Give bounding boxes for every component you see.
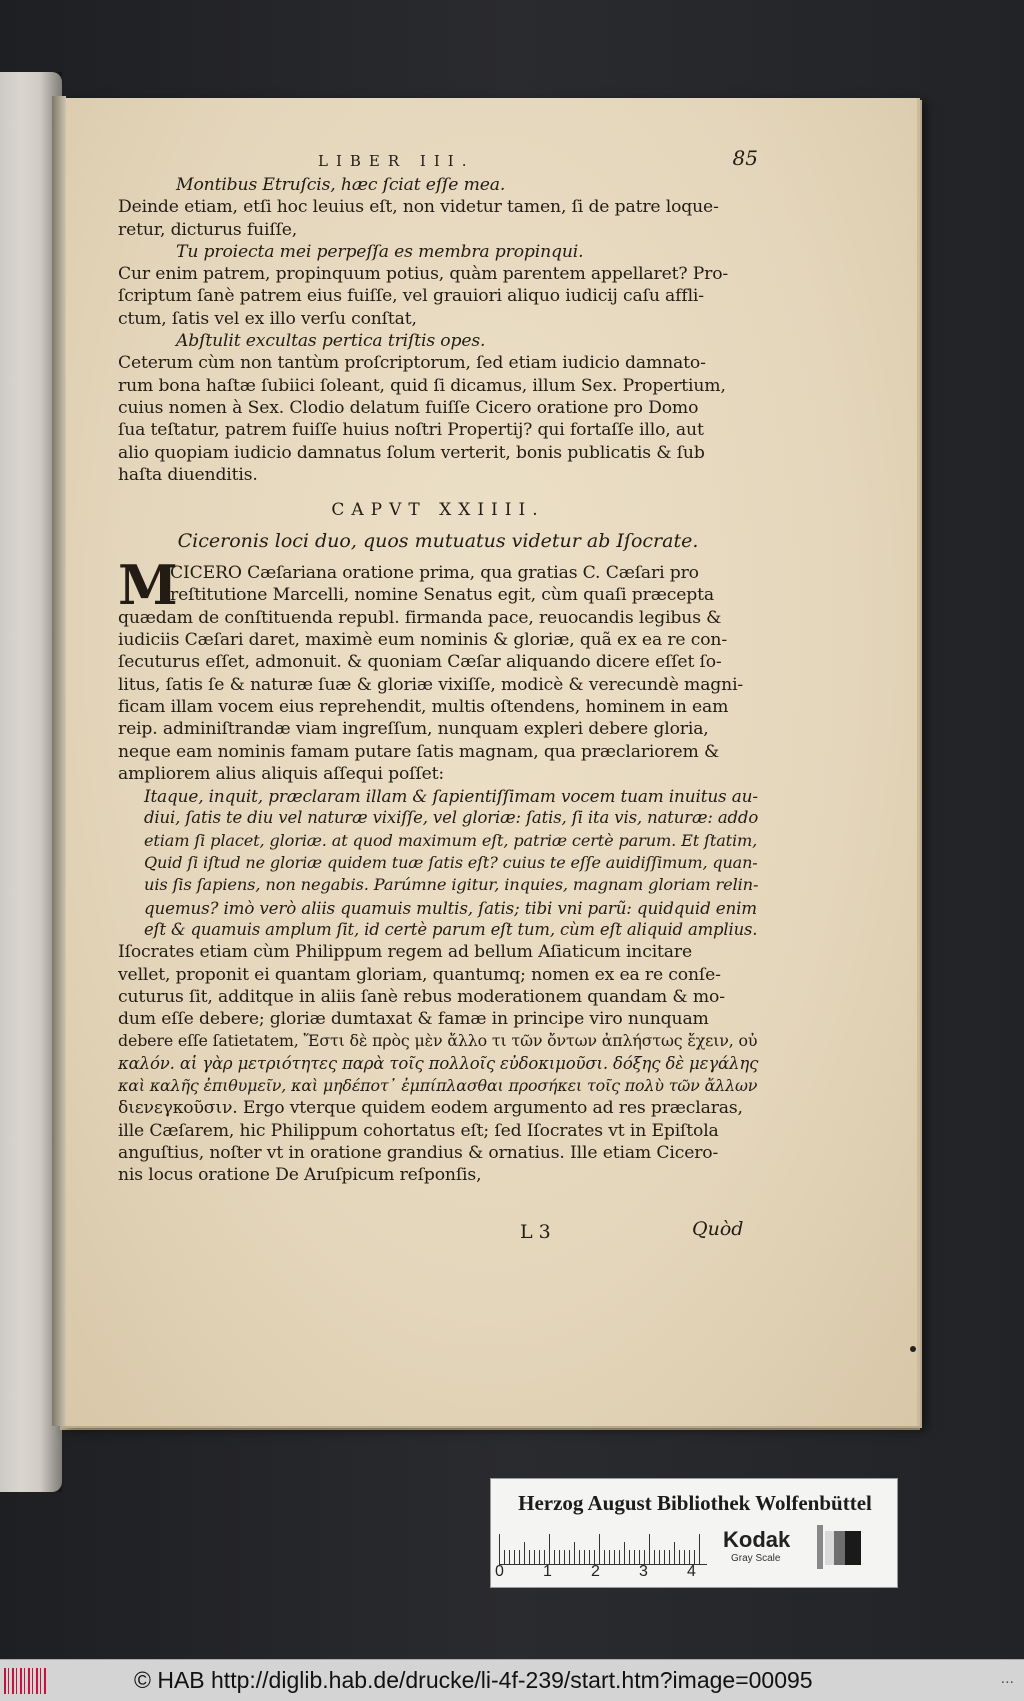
ruler-tick xyxy=(634,1550,635,1564)
ruler-tick xyxy=(564,1550,565,1564)
text-line: quemus? imò verò aliis quamuis multis, ſatis; tibi vni parũ: quidquid enim xyxy=(144,897,757,918)
text-line: retur, dicturus fuiſſe, xyxy=(118,219,298,240)
running-title: LIBER III. xyxy=(318,152,475,170)
ruler-tick xyxy=(539,1550,540,1564)
ruler-tick xyxy=(569,1550,570,1564)
gray-scale-label: Gray Scale xyxy=(731,1553,781,1564)
text-line: haſta diuenditis. xyxy=(118,464,258,485)
text-line: Itaque, inquit, præclaram illam & ſapientiſſimam vocem tuam inuitus au- xyxy=(144,786,758,807)
ruler-tick xyxy=(659,1550,660,1564)
ruler-tick xyxy=(654,1550,655,1564)
text-block-b xyxy=(118,607,758,1187)
text-line: quædam de conſtituenda republ. firmanda pace, reuocandis legibus & xyxy=(118,607,722,628)
text-line: ampliorem alius aliquis aſſequi poſſet: xyxy=(118,763,444,784)
ruler-tick xyxy=(614,1550,615,1564)
text-line: Iſocrates etiam cùm Philippum regem ad bellum Aſiaticum incitare xyxy=(118,942,692,963)
text-line: καὶ καλῆς ἐπιθυμεῖν, καὶ μηδέποτ᾽ ἐμπίπλασθαι προσήκει τοῖς πολὺ τῶν ἄλλων xyxy=(118,1075,758,1095)
text-line: διενεγκοῦσιν. Ergo vterque quidem eodem argumento ad res præclaras, xyxy=(118,1098,743,1119)
text-block-a xyxy=(118,174,758,486)
ruler-tick xyxy=(514,1550,515,1564)
ruler-tick xyxy=(529,1550,530,1564)
page-text xyxy=(118,146,759,1186)
text-line: reip. adminiſtrandæ viam ingreſſum, nunquam expleri debere gloria, xyxy=(118,719,709,740)
text-line: Cur enim patrem, propinquum potius, quàm parentem appellaret? Pro- xyxy=(118,264,729,285)
ruler-tick xyxy=(574,1542,575,1564)
text-line: litus, ſatis ſe & naturæ ſuæ & gloriæ vixiſſe, modicè & verecundè magni- xyxy=(118,674,744,695)
ink-spot xyxy=(910,1346,916,1352)
catchword: Quòd xyxy=(692,1218,744,1240)
ruler-tick xyxy=(599,1534,600,1564)
kodak-brand: Kodak xyxy=(723,1527,791,1552)
ruler-tick xyxy=(664,1550,665,1564)
text-line: anguſtius, noſter vt in oratione grandius & ornatius. Ille etiam Cicero- xyxy=(118,1142,719,1163)
text-line: cuturus ſit, additque in aliis ſanè rebus moderationem quandam & mo- xyxy=(118,986,725,1007)
ruler-tick xyxy=(674,1542,675,1564)
ruler-tick xyxy=(584,1550,585,1564)
text-line: etiam ſi placet, gloriæ. at quod maximum eſt, patriæ certè parum. Et ſtatim, xyxy=(144,830,758,850)
text-line: ctum, ſatis vel ex illo verſu conſtat, xyxy=(118,308,417,329)
ruler-tick xyxy=(504,1550,505,1564)
text-line: iudiciis Cæſari daret, maximè eum nominis & gloriæ, quã ex ea re con- xyxy=(118,630,728,651)
ruler-number: 4 xyxy=(687,1563,696,1580)
ruler-tick xyxy=(699,1534,700,1564)
ruler-tick xyxy=(534,1550,535,1564)
first-lines xyxy=(118,562,758,607)
ruler-tick xyxy=(624,1542,625,1564)
ruler-tick xyxy=(689,1550,690,1564)
text-line: dum eſſe debere; gloriæ dumtaxat & famæ in principe viro nunquam xyxy=(118,1009,709,1030)
text-line: uis ſis ſapiens, non negabis. Parúmne igitur, inquies, magnam gloriam relin- xyxy=(144,875,759,895)
ruler xyxy=(499,1527,707,1565)
ruler-tick xyxy=(629,1550,630,1564)
text-line: Ceterum cùm non tantùm proſcriptorum, ſed etiam iudicio damnato- xyxy=(118,353,706,374)
ruler-number: 2 xyxy=(591,1563,600,1580)
text-line: Quid ſi iſtud ne gloriæ quidem tuæ ſatis eſt? cuius te eſſe auidiſſimum, quan- xyxy=(144,853,758,873)
ruler-tick xyxy=(499,1534,500,1564)
chapter-heading: CAPVT XXIIII. xyxy=(331,500,545,521)
text-line: debere eſſe ſatietatem, Ἔστι δὲ πρὸς μὲν ἄλλο τι τῶν ὄντων ἀπλήστως ἔχειν, οὐ xyxy=(118,1031,758,1051)
text-line: vellet, proponit ei quantam gloriam, quantumq; nomen ex ea re conſe- xyxy=(118,964,721,985)
text-line: Deinde etiam, etſi hoc leuius eſt, non videtur tamen, ſi de patre loque- xyxy=(118,197,719,218)
drop-cap: M xyxy=(118,553,178,618)
ruler-tick xyxy=(589,1550,590,1564)
ruler-number: 0 xyxy=(495,1563,504,1580)
ruler-tick xyxy=(594,1550,595,1564)
text-line: reſtitutione Marcelli, nomine Senatus egit, cùm quaſi præcepta xyxy=(170,585,714,606)
ruler-tick xyxy=(519,1550,520,1564)
ruler-tick xyxy=(669,1550,670,1564)
text-line: nis locus oratione De Aruſpicum reſponſis, xyxy=(118,1165,482,1186)
text-line: καλόν. αἱ γὰρ μετριότητες παρὰ τοῖς πολλοῖς εὐδοκιμοῦσι. δόξης δὲ μεγάλης xyxy=(118,1053,759,1073)
footer-bar xyxy=(0,1659,1024,1701)
text-line: CICERO Cæſariana oratione prima, qua gratias C. Cæſari pro xyxy=(170,563,699,584)
text-line: ficam illam vocem eius reprehendit, multis oſtendens, hominem in eam xyxy=(118,696,729,717)
text-line: ſecuturus eſſet, admonuit. & quoniam Cæſar aliquando dicere eſſet ſo- xyxy=(118,652,722,673)
ruler-tick xyxy=(644,1550,645,1564)
ruler-tick xyxy=(544,1550,545,1564)
text-line: cuius nomen à Sex. Clodio delatum fuiſſe Cicero oratione pro Domo xyxy=(118,397,699,418)
page-number: 85 xyxy=(732,146,758,170)
ruler-tick xyxy=(604,1550,605,1564)
library-label xyxy=(490,1478,898,1588)
ruler-tick xyxy=(579,1550,580,1564)
ruler-tick xyxy=(559,1550,560,1564)
ruler-tick xyxy=(549,1534,550,1564)
text-line: alio quopiam iudicio damnatus ſolum verterit, bonis publicatis & ſub xyxy=(118,442,705,463)
library-name: Herzog August Bibliothek Wolfenbüttel xyxy=(518,1491,872,1515)
ruler-tick xyxy=(619,1550,620,1564)
ruler-number: 3 xyxy=(639,1563,648,1580)
ruler-number: 1 xyxy=(543,1563,552,1580)
signature-mark: L 3 xyxy=(520,1221,551,1243)
footer-copyright-url[interactable]: © HAB http://diglib.hab.de/drucke/li-4f-239/start.htm?image=00095 xyxy=(134,1667,813,1693)
barcode-icon xyxy=(4,1668,46,1694)
text-line: Montibus Etruſcis, hæc ſciat eſſe mea. xyxy=(176,175,506,195)
text-line: eſt & quamuis amplum ſit, id certè parum eſt tum, cùm eſt aliquid amplius. xyxy=(144,919,758,939)
ruler-tick xyxy=(679,1550,680,1564)
text-line: Tu proiecta mei perpeſſa es membra propinqui. xyxy=(176,241,584,262)
gray-scale-patch xyxy=(825,1531,861,1565)
text-line: ſcriptum ſanè patrem eius fuiſſe, vel grauiori aliquo iudicij caſu affli- xyxy=(118,286,704,307)
more-dots: ... xyxy=(1000,1670,1014,1687)
ruler-tick xyxy=(694,1550,695,1564)
ruler-tick xyxy=(639,1550,640,1564)
chapter-subtitle: Ciceronis loci duo, quos mutuatus videtur ab Iſocrate. xyxy=(177,530,699,553)
ruler-tick xyxy=(554,1550,555,1564)
text-line: neque eam nominis famam putare ſatis magnam, qua præclariorem & xyxy=(118,741,720,762)
ruler-tick xyxy=(524,1542,525,1564)
text-line: rum bona haſtæ ſubiici ſoleant, quid ſi dicamus, illum Sex. Propertium, xyxy=(118,375,726,396)
running-head xyxy=(118,146,758,174)
color-patch-divider xyxy=(817,1525,823,1569)
ruler-tick xyxy=(609,1550,610,1564)
ruler-tick xyxy=(649,1534,650,1564)
ruler-tick xyxy=(684,1550,685,1564)
text-line: ille Cæſarem, hic Philippum cohortatus eſt; ſed Iſocrates vt in Epiſtola xyxy=(118,1120,719,1141)
book-gutter xyxy=(52,96,66,1426)
text-line: diui, ſatis te diu vel naturæ vixiſſe, vel gloriæ: ſatis, ſi ita vis, naturæ: addo xyxy=(144,808,759,828)
text-line: Abſtulit excultas pertica triſtis opes. xyxy=(176,331,486,352)
ruler-tick xyxy=(509,1550,510,1564)
text-line: ſua teſtatur, patrem fuiſſe huius noſtri Propertij? qui fortaſſe illo, aut xyxy=(118,420,704,441)
